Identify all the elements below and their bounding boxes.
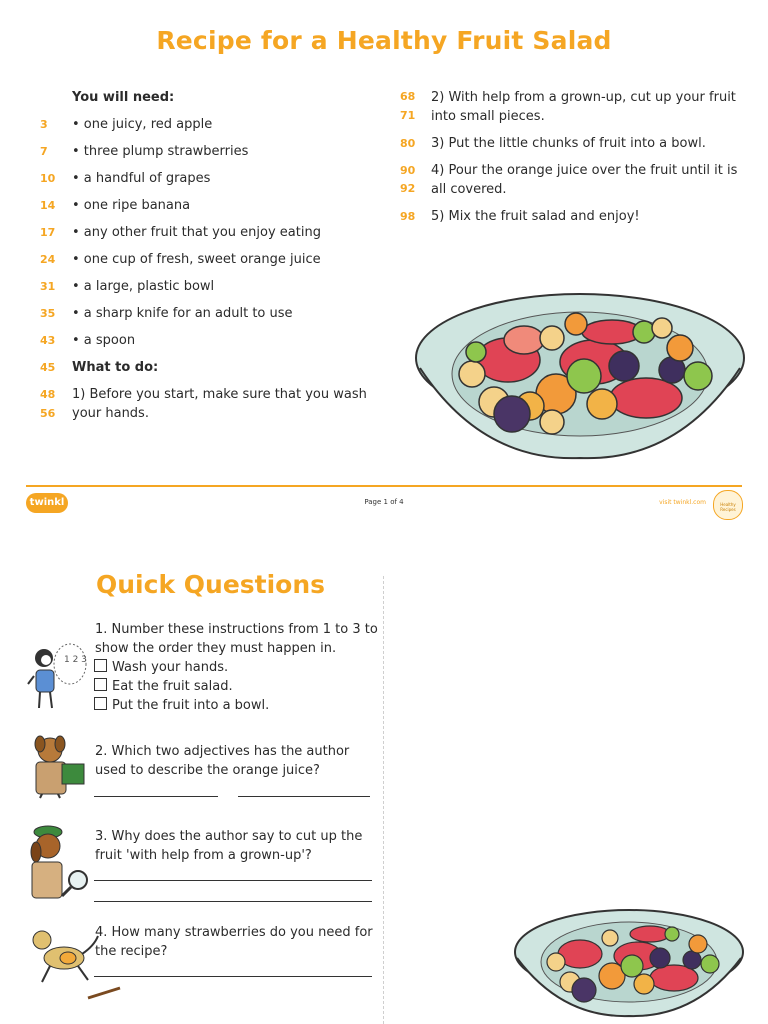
- dog-thinking-image: [26, 640, 92, 714]
- question-1: [95, 620, 380, 658]
- line-number: 14: [40, 199, 56, 212]
- question-4: [95, 923, 380, 961]
- line-number: 45: [40, 361, 56, 374]
- svg-text:1 2 3: 1 2 3: [64, 655, 87, 665]
- option-label: Eat the fruit salad.: [112, 679, 233, 694]
- step-1-line-2: your hands.: [72, 406, 149, 421]
- question-1-line-2: show the order they must happen in.: [95, 641, 337, 656]
- step-3-line-1: 3) Put the little chunks of fruit into a bowl.: [431, 136, 706, 151]
- line-number: 10: [40, 172, 56, 185]
- option-wash-hands: [94, 658, 228, 677]
- step-1-line-1: 1) Before you start, make sure that you wash: [72, 387, 367, 402]
- footer-divider: [26, 485, 742, 487]
- badge-label: Healthy Recipes: [720, 502, 736, 512]
- answer-line[interactable]: [94, 796, 218, 797]
- step-4-line-2: all covered.: [431, 182, 507, 197]
- visit-link[interactable]: visit twinkl.com: [659, 499, 706, 506]
- twinkl-logo: twinkl: [26, 493, 68, 513]
- line-number: 68: [400, 90, 416, 103]
- option-eat-salad: [94, 677, 233, 696]
- checkbox[interactable]: [94, 678, 107, 691]
- ingredient-item: • one ripe banana: [72, 198, 191, 213]
- step-5-line-1: 5) Mix the fruit salad and enjoy!: [431, 209, 640, 224]
- line-number: 3: [40, 118, 48, 131]
- page-number: Page 1 of 4: [364, 498, 404, 506]
- checkbox[interactable]: [94, 659, 107, 672]
- ingredient-item: • three plump strawberries: [72, 144, 249, 159]
- question-3: [95, 827, 380, 865]
- line-number: 24: [40, 253, 56, 266]
- answer-line[interactable]: [238, 796, 370, 797]
- line-number: 56: [40, 407, 56, 420]
- line-number: 90: [400, 164, 416, 177]
- question-2-line-1: 2. Which two adjectives has the author: [95, 744, 350, 759]
- option-fruit-into-bowl: [94, 696, 269, 715]
- line-number: 48: [40, 388, 56, 401]
- line-number: 92: [400, 182, 416, 195]
- question-2-line-2: used to describe the orange juice?: [95, 763, 320, 778]
- what-to-do-heading: What to do:: [72, 360, 159, 375]
- answer-line[interactable]: [94, 901, 372, 902]
- page-title: Recipe for a Healthy Fruit Salad: [156, 26, 612, 55]
- question-3-line-1: 3. Why does the author say to cut up the: [95, 829, 363, 844]
- question-3-line-2: fruit 'with help from a grown-up'?: [95, 848, 312, 863]
- ingredient-item: • a sharp knife for an adult to use: [72, 306, 293, 321]
- step-2-line-2: into small pieces.: [431, 109, 545, 124]
- question-4-line-1: 4. How many strawberries do you need for: [95, 925, 373, 940]
- quick-questions-title: Quick Questions: [96, 570, 326, 599]
- ingredient-item: • a handful of grapes: [72, 171, 211, 186]
- line-number: 80: [400, 137, 416, 150]
- line-number: 17: [40, 226, 56, 239]
- line-number: 43: [40, 334, 56, 347]
- detective-dog-image: [24, 822, 92, 904]
- ingredient-item: • one juicy, red apple: [72, 117, 213, 132]
- ingredient-item: • any other fruit that you enjoy eating: [72, 225, 321, 240]
- line-number: 35: [40, 307, 56, 320]
- you-will-need-heading: You will need:: [72, 90, 175, 105]
- line-number: 31: [40, 280, 56, 293]
- line-number: 7: [40, 145, 48, 158]
- option-label: Wash your hands.: [112, 660, 229, 675]
- answer-line[interactable]: [94, 880, 372, 881]
- fruit-salad-bowl-image: [412, 290, 748, 462]
- step-2-line-1: 2) With help from a grown-up, cut up your fruit: [431, 90, 736, 105]
- option-label: Put the fruit into a bowl.: [112, 698, 270, 713]
- ingredient-item: • one cup of fresh, sweet orange juice: [72, 252, 321, 267]
- ingredient-item: • a spoon: [72, 333, 136, 348]
- line-number: 98: [400, 210, 416, 223]
- question-1-line-1: 1. Number these instructions from 1 to 3 to: [95, 622, 378, 637]
- column-divider: [383, 576, 384, 1024]
- checkbox[interactable]: [94, 697, 107, 710]
- question-2: [95, 742, 380, 780]
- answer-line[interactable]: [94, 976, 372, 977]
- step-4-line-1: 4) Pour the orange juice over the fruit until it is: [431, 163, 738, 178]
- fruit-salad-bowl-small-image: [512, 906, 746, 1018]
- dog-reading-image: [26, 734, 92, 800]
- question-4-line-2: the recipe?: [95, 944, 168, 959]
- ingredient-item: • a large, plastic bowl: [72, 279, 215, 294]
- line-number: 71: [400, 109, 416, 122]
- healthy-recipes-badge: [713, 490, 743, 520]
